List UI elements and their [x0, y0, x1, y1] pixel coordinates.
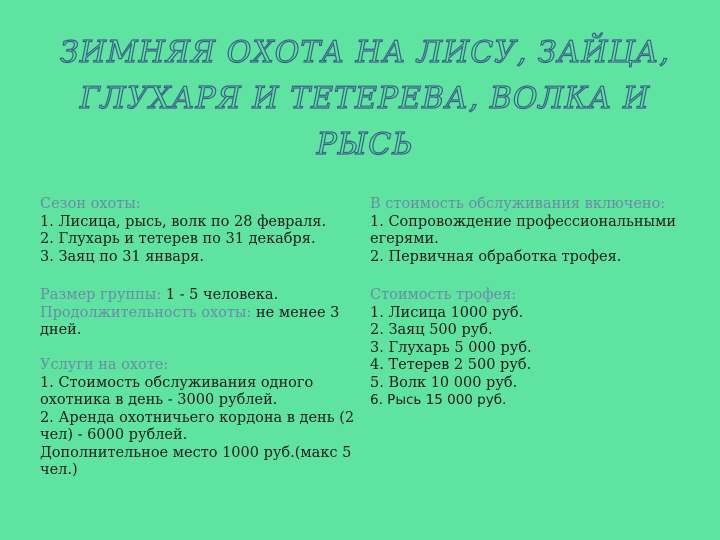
- group-size: [40, 287, 360, 305]
- included-line: егерями.: [370, 231, 439, 247]
- included-line: 2. Первичная обработка трофея.: [370, 248, 622, 265]
- title-line-2: ГЛУХАРЯ И ТЕТЕРЕВА, ВОЛКА И: [79, 81, 651, 116]
- trophy-item: 2. Заяц 500 руб.: [370, 322, 493, 338]
- trophy-item: 6. Рысь 15 000 руб.: [370, 392, 507, 408]
- included-heading: В стоимость обслуживания включено:: [370, 196, 666, 212]
- trophy-heading: Стоимость трофея:: [370, 287, 517, 303]
- trophy-item: 5. Волк 10 000 руб.: [370, 374, 518, 391]
- services-heading: Услуги на охоте:: [40, 357, 169, 373]
- trophy-item: 1. Лисица 1000 руб.: [370, 304, 524, 321]
- title-line-3: РЫСЬ: [316, 127, 414, 162]
- title-line-1: ЗИМНЯЯ ОХОТА НА ЛИСУ, ЗАЙЦА,: [60, 35, 670, 70]
- services-line: чел.): [40, 462, 78, 478]
- services-line: охотника в день - 3000 рублей.: [40, 392, 278, 408]
- hunt-duration-label: Продолжительность охоты:: [40, 304, 252, 321]
- included-line: 1. Сопровождение профессиональными: [370, 213, 677, 230]
- services-line: 2. Аренда охотничьего кордона в день (2: [40, 409, 355, 426]
- hunt-duration: [40, 305, 360, 323]
- group-block: [40, 287, 360, 340]
- season-block: [40, 196, 360, 266]
- group-size-value: 1 - 5 человека.: [161, 287, 279, 303]
- services-line: Дополнительное место 1000 руб.(макс 5: [40, 444, 352, 461]
- season-item: 2. Глухарь и тетерев по 31 декабря.: [40, 231, 316, 247]
- trophy-block: [370, 287, 700, 410]
- trophy-item: 4. Тетерев 2 500 руб.: [370, 357, 532, 373]
- included-block: [370, 196, 700, 266]
- trophy-item: 3. Глухарь 5 000 руб.: [370, 339, 532, 356]
- page-title: [40, 30, 690, 168]
- services-line: 1. Стоимость обслуживания одного: [40, 374, 314, 391]
- season-item: 3. Заяц по 31 января.: [40, 248, 204, 265]
- services-block: [40, 357, 360, 480]
- hunt-duration-value: не менее 3: [251, 304, 340, 321]
- group-size-label: Размер группы:: [40, 287, 162, 303]
- services-line: чел) - 6000 рублей.: [40, 427, 188, 443]
- hunt-duration-cont: дней.: [40, 322, 82, 338]
- season-item: 1. Лисица, рысь, волк по 28 февраля.: [40, 213, 327, 230]
- season-heading: Сезон охоты:: [40, 196, 141, 212]
